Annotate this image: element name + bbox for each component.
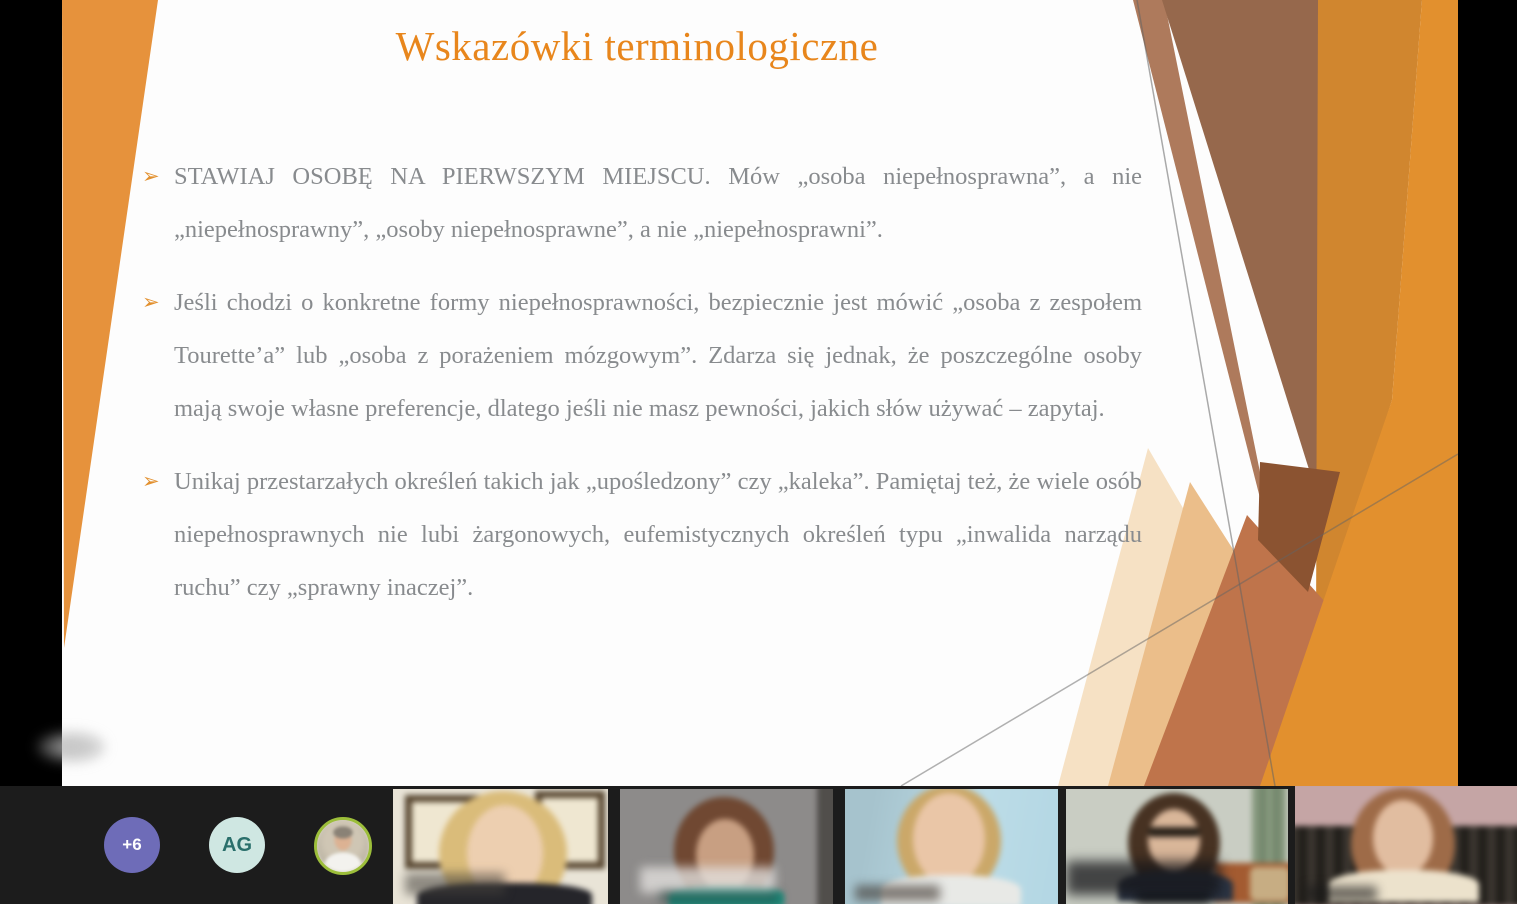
participant-video-5[interactable]	[1295, 786, 1517, 904]
person-face	[913, 793, 985, 885]
bullet-item	[142, 455, 1142, 614]
bullet-list	[142, 150, 1142, 634]
participant-video-1[interactable]	[393, 789, 608, 904]
avatar-photo	[317, 820, 369, 872]
participant-video-4[interactable]	[1066, 789, 1288, 904]
wall-shadow	[817, 789, 833, 904]
blurred-watermark	[36, 731, 106, 763]
bullet-text: STAWIAJ OSOBĘ NA PIERWSZYM MIEJSCU. Mów „osoba niepełnosprawna”, a nie „niepełnosprawny”, „osoby niepełnosprawne”, a nie „niepełnosprawni”.	[174, 163, 1142, 243]
person-face	[1373, 800, 1433, 876]
cushion	[1250, 867, 1288, 901]
name-label-blur	[855, 885, 940, 901]
bullet-arrow-icon: ➢	[142, 290, 160, 314]
bullet-text: Unikaj przestarzałych określeń takich jak „upośledzony” czy „kaleka”. Pamiętaj też, że wiele osób niepełnosprawnych nie lubi żargonowych, eufemistycznych określeń typu „inwalida narządu ruchu” czy „sprawny inaczej”.	[174, 468, 1142, 601]
name-label-blur	[660, 891, 780, 903]
bullet-text: Jeśli chodzi o konkretne formy niepełnosprawności, bezpiecznie jest mówić „osoba z zespołem Tourette’a” lub „osoba z porażeniem mózgowym”. Zdarza się jednak, że poszczególne osoby mają swoje własne preferencje, dlatego jeśli nie masz pewności, jakich słów używać – zapytaj.	[174, 289, 1142, 422]
bullet-item	[142, 150, 1142, 256]
participant-strip	[0, 786, 1517, 904]
name-label-blur	[1305, 886, 1377, 901]
profile-avatar[interactable]	[314, 817, 372, 875]
slide-title: Wskazówki terminologiczne	[395, 23, 879, 69]
participant-video-3[interactable]	[845, 789, 1058, 904]
overflow-count-badge[interactable]: +6	[104, 817, 160, 873]
name-label-blur	[1136, 893, 1211, 904]
name-label-blur	[405, 873, 505, 895]
initials-avatar[interactable]: AG	[209, 817, 265, 873]
glasses	[1148, 827, 1200, 837]
bullet-arrow-icon: ➢	[142, 469, 160, 493]
name-label-blur	[1066, 861, 1221, 895]
name-label-blur	[640, 867, 775, 893]
bullet-item	[142, 276, 1142, 435]
shared-slide	[62, 0, 1458, 786]
bullet-arrow-icon: ➢	[142, 164, 160, 188]
participant-video-2[interactable]	[620, 789, 833, 904]
